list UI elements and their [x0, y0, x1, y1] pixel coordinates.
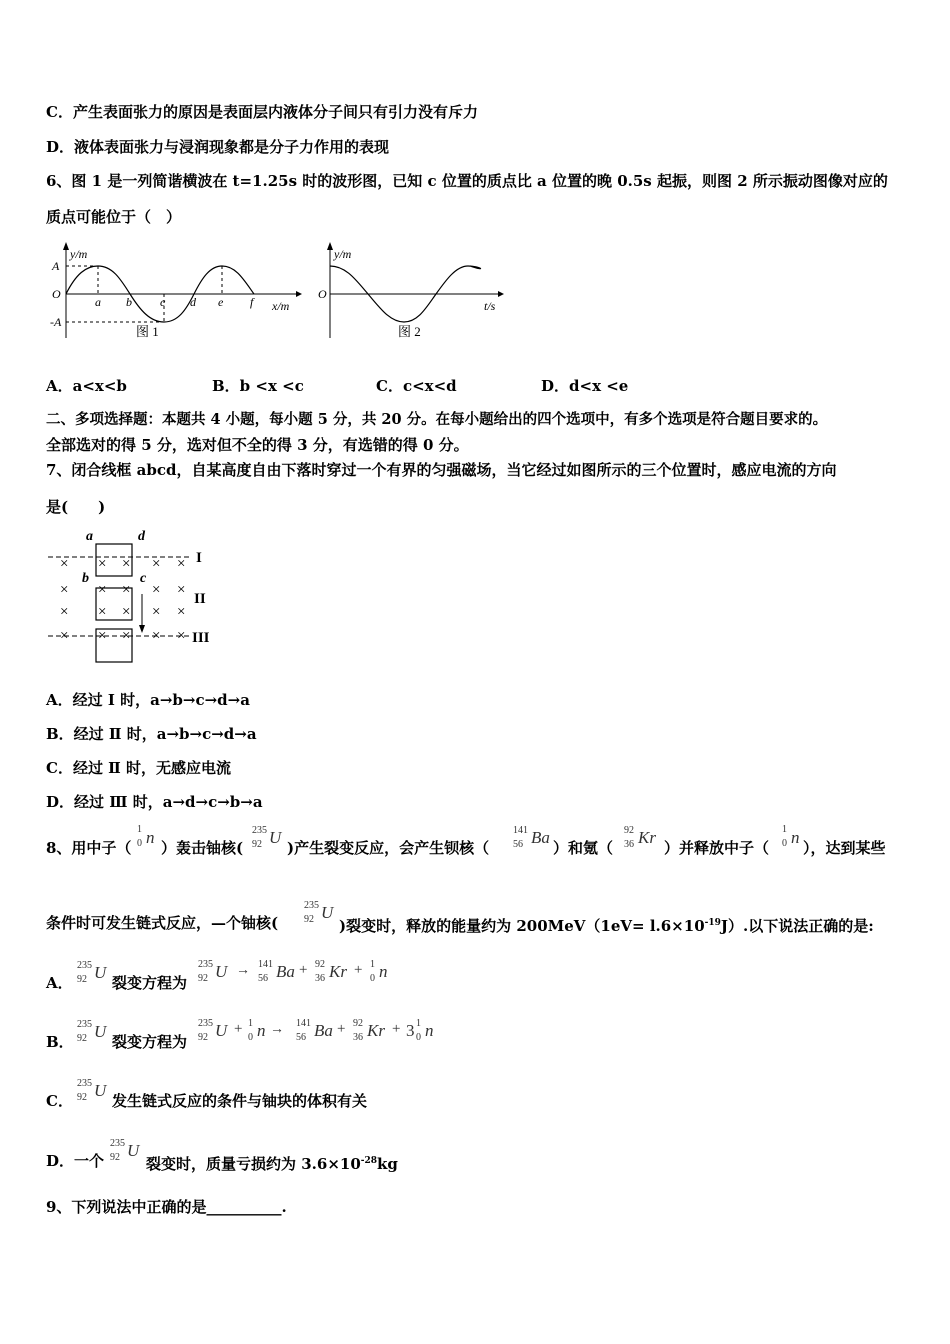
corner-b-label: b [82, 571, 89, 586]
svg-text:×: × [60, 556, 69, 572]
q7-stem-line1: 7、闭合线框 abcd，自某高度自由下落时穿过一个有界的匀强磁场，当它经过如图所示的三个位置时，感应电流的方向 [46, 461, 837, 479]
q6-option-b: B．b <x <c [212, 377, 304, 395]
q5-option-c: C．产生表面张力的原因是表面层内液体分子间只有引力没有斥力 [46, 103, 478, 121]
fission-equation-a: 235 92 U → 141 56 Ba + 92 36 Kr + 1 0 n [198, 959, 388, 984]
q8-line2-a: 条件时可发生链式反应，—个铀核( [46, 914, 279, 932]
q8-option-d-text: 裂变时，质量亏损约为 $3.6\times 10^{-28}kg$ [146, 1155, 398, 1173]
q8-line2-b: )裂变时，释放的能量约为 $200MeV(1eV= l.6\times 10^{-19}J)$.以下说法正确的是: [339, 917, 874, 935]
svg-text:×: × [177, 582, 186, 598]
q8-option-d-label: D．一个 [46, 1152, 105, 1170]
fig1-amplitude-label: A [52, 259, 60, 273]
svg-text:×: × [152, 556, 161, 572]
q7-option-a: A．经过 Ⅰ 时，a→b→c→d→a [46, 691, 250, 709]
q6-option-c: C．c<x<d [376, 377, 457, 395]
q6-stem-line1: 6、图 1 是一列简谐横波在 t=1.25s 时的波形图，已知 c 位置的质点比 a 位置的晚 0.5s 起振，则图 2 所示振动图像对应的 [46, 172, 888, 190]
q6-option-d: D．d<x <e [541, 377, 629, 395]
q7-option-d: D．经过 Ⅲ 时，a→d→c→b→a [46, 793, 263, 811]
fig2-caption: 图 2 [398, 324, 421, 339]
q8-text-2: ）轰击铀核( [161, 839, 244, 857]
svg-text:×: × [177, 628, 186, 644]
q8-option-b-label: B． [46, 1033, 74, 1051]
q8-text-5: ）并释放中子（ [664, 839, 770, 857]
q6-option-a: A．a<x<b [46, 377, 127, 395]
fig1-y-label: y/m [70, 247, 88, 261]
fig2-origin-label: O [318, 287, 327, 301]
svg-text:×: × [177, 556, 186, 572]
q8-option-c-label: C． [46, 1092, 73, 1110]
svg-text:×: × [152, 628, 161, 644]
fig1-x-label: x/m [272, 299, 290, 313]
position-II-label: II [194, 591, 206, 607]
q5-option-d: D．液体表面张力与浸润现象都是分子力作用的表现 [46, 138, 390, 156]
fig1-point-f: f [250, 295, 254, 309]
fig1-neg-amplitude-label: -A [50, 315, 62, 329]
fig1-point-b: b [126, 295, 132, 309]
svg-text:×: × [60, 604, 69, 620]
svg-text:×: × [152, 604, 161, 620]
svg-text:×: × [98, 604, 107, 620]
svg-text:×: × [122, 604, 131, 620]
fig2-t-label: t/s [484, 299, 496, 313]
q6-stem-line2: 质点可能位于（ ） [46, 208, 182, 226]
q8-text-3: )产生裂变反应，会产生钡核（ [287, 839, 490, 857]
q8-text-1: 8、用中子（ [46, 839, 132, 857]
q8-option-c-text: 发生链式反应的条件与铀块的体积有关 [112, 1092, 368, 1110]
svg-text:×: × [122, 582, 131, 598]
position-I-label: I [196, 550, 202, 566]
fig1-point-d: d [190, 295, 196, 309]
fig1-point-c: c [160, 295, 166, 309]
vibration-figure-2 [318, 238, 508, 346]
svg-text:×: × [60, 582, 69, 598]
section2-line2: 全部选对的得 5 分，选对但不全的得 3 分，有选错的得 0 分。 [46, 436, 469, 454]
corner-a-label: a [86, 529, 93, 544]
svg-text:×: × [60, 628, 69, 644]
q8-option-a-label: A． [46, 974, 73, 992]
svg-text:×: × [152, 582, 161, 598]
svg-text:×: × [122, 628, 131, 644]
svg-text:×: × [177, 604, 186, 620]
q8-option-b-text: 裂变方程为 [112, 1033, 188, 1051]
corner-c-label: c [140, 571, 147, 586]
svg-text:×: × [98, 556, 107, 572]
fig1-caption: 图 1 [136, 324, 159, 339]
q8-option-a-text: 裂变方程为 [112, 974, 188, 992]
magnetic-field-figure [46, 524, 216, 664]
wave-figure-1 [46, 238, 306, 346]
fig2-y-label: y/m [334, 247, 352, 261]
fig1-origin-label: O [52, 287, 61, 301]
q8-text-6: ），达到某些 [803, 839, 886, 857]
q7-option-c: C．经过 Ⅱ 时，无感应电流 [46, 759, 232, 777]
fig1-point-e: e [218, 295, 224, 309]
q7-stem-line2: 是( ) [46, 498, 106, 516]
section2-line1: 二、多项选择题：本题共 4 小题，每小题 5 分，共 20 分。在每小题给出的四个选项中，有多个选项是符合题目要求的。 [46, 411, 828, 428]
q8-text-4: ）和氪（ [553, 839, 614, 857]
q7-option-b: B．经过 Ⅱ 时，a→b→c→d→a [46, 725, 257, 743]
svg-text:×: × [98, 628, 107, 644]
q9-stem: 9、下列说法中正确的是__________. [46, 1198, 287, 1216]
corner-d-label: d [138, 529, 145, 544]
fig1-point-a: a [95, 295, 101, 309]
svg-text:×: × [98, 582, 107, 598]
position-III-label: III [192, 630, 210, 646]
svg-text:×: × [122, 556, 131, 572]
fission-equation-b: 235 92 U + 1 0 n → 141 56 Ba + 92 36 Kr + 3 1 0 n [198, 1018, 434, 1043]
